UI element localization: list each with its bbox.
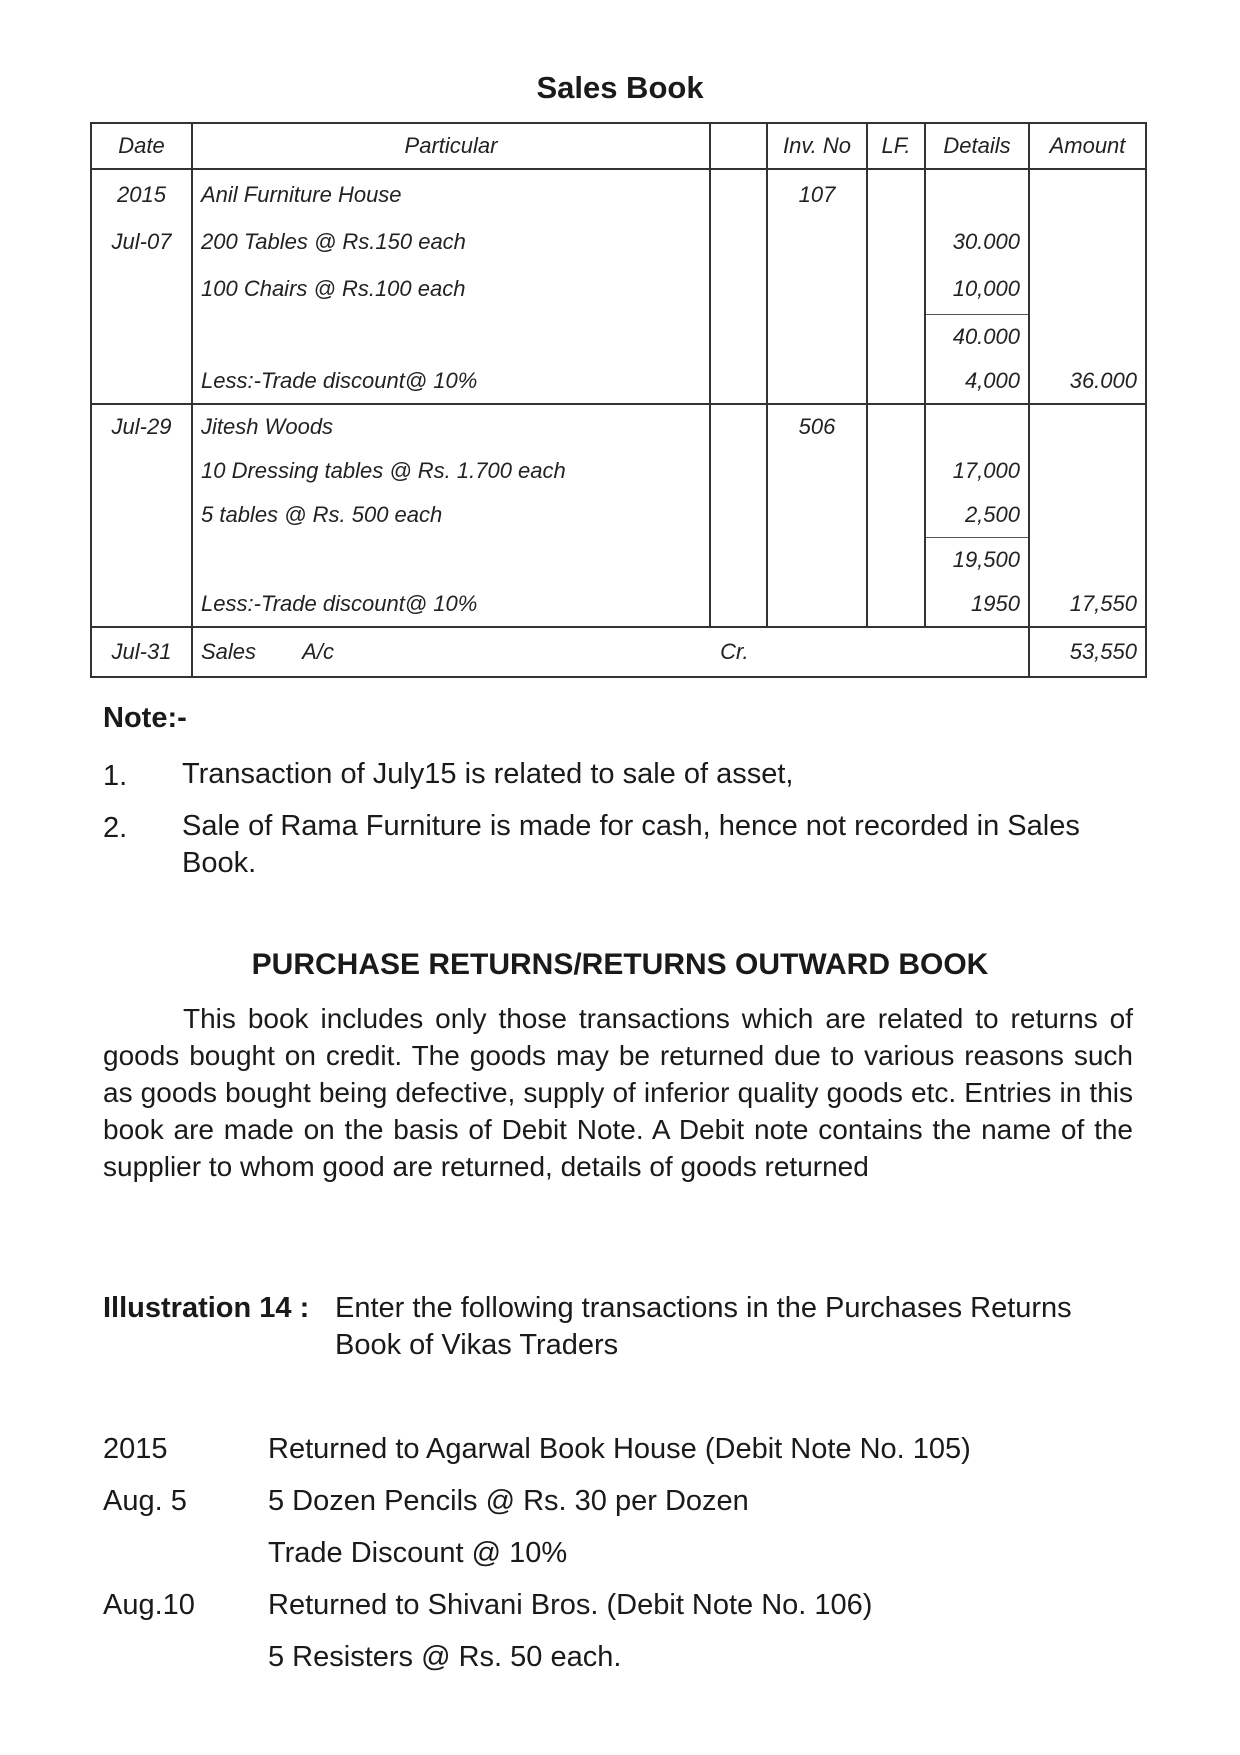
- transaction-text: 5 Resisters @ Rs. 50 each.: [268, 1641, 622, 1673]
- table-row: [91, 359, 1146, 404]
- cell-details: [925, 169, 1029, 220]
- cell-particular: [192, 538, 710, 583]
- cell-amount: [1029, 264, 1146, 315]
- total-particular-cell: [192, 627, 1029, 677]
- cell-details: 1950: [925, 582, 1029, 627]
- cell-particular: 200 Tables @ Rs.150 each: [192, 220, 710, 264]
- cell-inv: [767, 315, 867, 360]
- cell-date: [91, 264, 192, 315]
- cell-particular: Anil Furniture House: [192, 169, 710, 220]
- header-blank: [710, 123, 767, 169]
- table-header-row: [91, 123, 1146, 169]
- section-paragraph: This book includes only those transactions which are related to returns of goods bought on credit. The goods may be returned due to various reasons such as goods bought being defective, supply of inferior quality goods etc. Entries in this book are made on the basis of Debit Note. A Debit note contains the name of the supplier to whom good are returned, details of goods returned: [103, 1003, 1133, 1182]
- cell-details: 30.000: [925, 220, 1029, 264]
- total-row: [91, 627, 1146, 677]
- total-particular: Sales: [201, 639, 257, 664]
- transaction-date: 2015: [103, 1433, 168, 1465]
- cell-particular: 100 Chairs @ Rs.100 each: [192, 264, 710, 315]
- section-title: PURCHASE RETURNS/RETURNS OUTWARD BOOK: [251, 948, 989, 981]
- cell-date: [91, 493, 192, 538]
- table-row: [91, 538, 1146, 583]
- cell-date: [91, 449, 192, 493]
- total-cr: Cr.: [720, 639, 749, 664]
- note-text-2: Sale of Rama Furniture is made for cash, hence not recorded in Sales Book.: [182, 810, 1080, 879]
- cell-particular: 5 tables @ Rs. 500 each: [192, 493, 710, 538]
- cell-inv: 506: [767, 404, 867, 449]
- illustration-label: Illustration 14 :: [103, 1292, 310, 1324]
- transaction-text: Trade Discount @ 10%: [268, 1537, 568, 1569]
- cell-inv: [767, 449, 867, 493]
- cell-date: 2015: [91, 169, 192, 220]
- cell-particular: [192, 315, 710, 360]
- cell-date: Jul-07: [91, 220, 192, 264]
- sales-book-table: [90, 122, 1147, 678]
- sales-book-title: Sales Book: [536, 70, 704, 105]
- cell-inv: [767, 264, 867, 315]
- cell-amount: [1029, 449, 1146, 493]
- note-number-1: 1.: [103, 760, 128, 792]
- cell-amount: [1029, 220, 1146, 264]
- transaction-date: Aug.10: [103, 1589, 195, 1621]
- cell-details: 2,500: [925, 493, 1029, 538]
- transaction-text: Returned to Shivani Bros. (Debit Note No. 106): [268, 1589, 873, 1621]
- table-row: [91, 449, 1146, 493]
- cell-particular: Less:-Trade discount@ 10%: [192, 582, 710, 627]
- cell-date: [91, 359, 192, 404]
- table-row: [91, 404, 1146, 449]
- table-row: [91, 315, 1146, 360]
- cell-inv: [767, 538, 867, 583]
- header-details: Details: [925, 123, 1029, 169]
- cell-amount: [1029, 538, 1146, 583]
- total-ac: A/c: [302, 639, 334, 664]
- note-number-2: 2.: [103, 812, 128, 844]
- table-row: [91, 582, 1146, 627]
- header-amount: Amount: [1029, 123, 1146, 169]
- cell-details: 40.000: [925, 315, 1029, 360]
- table-row: [91, 220, 1146, 264]
- note-text-1: Transaction of July15 is related to sale of asset,: [182, 758, 794, 790]
- table-row: [91, 493, 1146, 538]
- cell-inv: [767, 582, 867, 627]
- cell-details: 17,000: [925, 449, 1029, 493]
- cell-date: [91, 582, 192, 627]
- transaction-text: Returned to Agarwal Book House (Debit Note No. 105): [268, 1433, 971, 1465]
- cell-particular: Jitesh Woods: [192, 404, 710, 449]
- cell-amount: [1029, 315, 1146, 360]
- cell-date: [91, 315, 192, 360]
- cell-details: 19,500: [925, 538, 1029, 583]
- cell-inv: [767, 493, 867, 538]
- cell-particular: Less:-Trade discount@ 10%: [192, 359, 710, 404]
- cell-details: 4,000: [925, 359, 1029, 404]
- cell-amount: 17,550: [1029, 582, 1146, 627]
- cell-particular: 10 Dressing tables @ Rs. 1.700 each: [192, 449, 710, 493]
- cell-details: [925, 404, 1029, 449]
- cell-inv: [767, 220, 867, 264]
- total-date: Jul-31: [91, 627, 192, 677]
- transaction-date: Aug. 5: [103, 1485, 187, 1517]
- cell-details: 10,000: [925, 264, 1029, 315]
- table-row: [91, 264, 1146, 315]
- cell-inv: [767, 359, 867, 404]
- cell-amount: [1029, 493, 1146, 538]
- transaction-text: 5 Dozen Pencils @ Rs. 30 per Dozen: [268, 1485, 749, 1517]
- cell-inv: 107: [767, 169, 867, 220]
- header-particular: Particular: [192, 123, 710, 169]
- table-row: [91, 169, 1146, 220]
- total-amount: 53,550: [1029, 627, 1146, 677]
- header-inv-no: Inv. No: [767, 123, 867, 169]
- cell-amount: [1029, 169, 1146, 220]
- header-date: Date: [91, 123, 192, 169]
- cell-amount: [1029, 404, 1146, 449]
- cell-date: Jul-29: [91, 404, 192, 449]
- header-lf: LF.: [867, 123, 925, 169]
- cell-amount: 36.000: [1029, 359, 1146, 404]
- notes-heading: Note:-: [103, 702, 187, 734]
- illustration-text: Enter the following transactions in the Purchases Returns Book of Vikas Traders: [335, 1292, 1072, 1361]
- cell-date: [91, 538, 192, 583]
